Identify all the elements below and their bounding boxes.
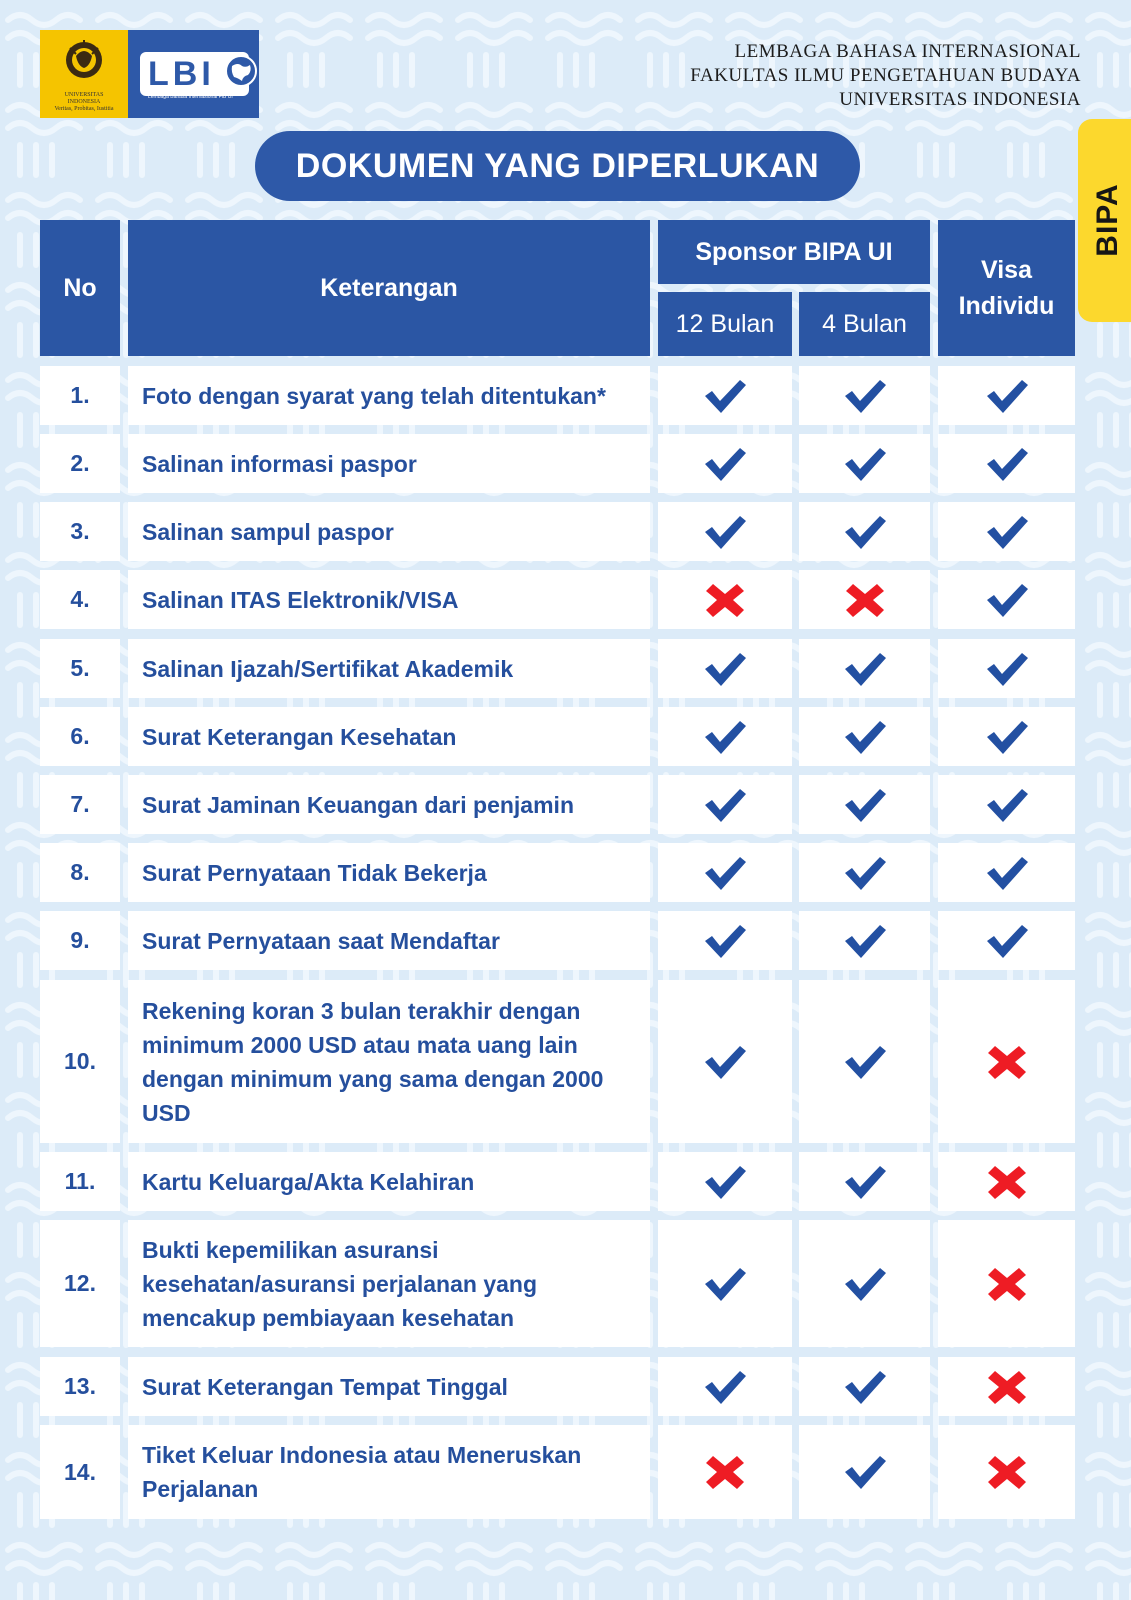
lbi-wordmark: LBI — [140, 52, 249, 96]
row-visa-individu-status — [938, 1220, 1075, 1347]
row-description: Salinan ITAS Elektronik/VISA — [128, 570, 650, 629]
cross-icon — [984, 1162, 1030, 1202]
row-12-bulan-status — [658, 843, 792, 902]
header-visa-individu: Visa Individu — [938, 220, 1075, 356]
check-icon — [842, 785, 888, 825]
row-visa-individu-status — [938, 366, 1075, 425]
check-icon — [984, 444, 1030, 484]
row-12-bulan-status — [658, 502, 792, 561]
check-icon — [842, 376, 888, 416]
ui-caption-line2: INDONESIA — [67, 99, 101, 105]
row-4-bulan-status — [799, 1220, 930, 1347]
row-4-bulan-status — [799, 1425, 930, 1519]
row-number: 5. — [40, 639, 120, 698]
check-icon — [984, 376, 1030, 416]
lbi-caption: Lembaga Bahasa Internasional FIB UI — [148, 94, 233, 100]
row-number: 12. — [40, 1220, 120, 1347]
bipa-side-tab — [1078, 119, 1131, 322]
row-4-bulan-status — [799, 1357, 930, 1416]
row-description: Salinan informasi paspor — [128, 434, 650, 493]
check-icon — [702, 1264, 748, 1304]
row-number: 1. — [40, 366, 120, 425]
check-icon — [842, 853, 888, 893]
check-icon — [842, 1264, 888, 1304]
row-number: 4. — [40, 570, 120, 629]
cross-icon — [842, 580, 888, 620]
check-icon — [842, 1162, 888, 1202]
row-4-bulan-status — [799, 639, 930, 698]
institution-header — [690, 40, 1081, 112]
row-12-bulan-status — [658, 366, 792, 425]
row-12-bulan-status — [658, 639, 792, 698]
check-icon — [842, 444, 888, 484]
row-visa-individu-status — [938, 775, 1075, 834]
row-number: 9. — [40, 911, 120, 970]
row-12-bulan-status — [658, 1220, 792, 1347]
check-icon — [842, 1452, 888, 1492]
row-description: Salinan sampul paspor — [128, 502, 650, 561]
cross-icon — [984, 1367, 1030, 1407]
row-12-bulan-status — [658, 434, 792, 493]
row-description: Kartu Keluarga/Akta Kelahiran — [128, 1152, 650, 1211]
header-12-bulan: 12 Bulan — [658, 292, 792, 356]
page-title: DOKUMEN YANG DIPERLUKAN — [255, 131, 860, 201]
row-number: 13. — [40, 1357, 120, 1416]
makara-crest-icon — [40, 30, 128, 90]
row-number: 10. — [40, 980, 120, 1143]
row-4-bulan-status — [799, 434, 930, 493]
row-description: Foto dengan syarat yang telah ditentukan* — [128, 366, 650, 425]
check-icon — [984, 512, 1030, 552]
cross-icon — [984, 1452, 1030, 1492]
header-no: No — [40, 220, 120, 356]
row-description: Rekening koran 3 bulan terakhir dengan minimum 2000 USD atau mata uang lain dengan minimum yang sama dengan 2000 USD — [128, 980, 650, 1143]
check-icon — [842, 512, 888, 552]
ui-caption-line1: UNIVERSITAS — [64, 92, 104, 98]
check-icon — [984, 649, 1030, 689]
row-4-bulan-status — [799, 570, 930, 629]
row-number: 6. — [40, 707, 120, 766]
cross-icon — [984, 1042, 1030, 1082]
check-icon — [702, 1162, 748, 1202]
cross-icon — [702, 580, 748, 620]
check-icon — [702, 512, 748, 552]
check-icon — [702, 717, 748, 757]
row-12-bulan-status — [658, 1425, 792, 1519]
row-12-bulan-status — [658, 1152, 792, 1211]
row-12-bulan-status — [658, 570, 792, 629]
lbi-logo — [128, 30, 259, 118]
header-4-bulan: 4 Bulan — [799, 292, 930, 356]
row-number: 11. — [40, 1152, 120, 1211]
check-icon — [702, 376, 748, 416]
check-icon — [842, 649, 888, 689]
row-description: Bukti kepemilikan asuransi kesehatan/asuransi perjalanan yang mencakup pembiayaan kesehatan — [128, 1220, 650, 1347]
check-icon — [984, 921, 1030, 961]
check-icon — [842, 1042, 888, 1082]
header-keterangan: Keterangan — [128, 220, 650, 356]
row-12-bulan-status — [658, 980, 792, 1143]
row-visa-individu-status — [938, 639, 1075, 698]
row-description: Salinan Ijazah/Sertifikat Akademik — [128, 639, 650, 698]
row-number: 3. — [40, 502, 120, 561]
row-description: Surat Pernyataan saat Mendaftar — [128, 911, 650, 970]
check-icon — [984, 717, 1030, 757]
check-icon — [702, 853, 748, 893]
cross-icon — [702, 1452, 748, 1492]
header-sponsor-bipa-ui: Sponsor BIPA UI — [658, 220, 930, 284]
institution-line-3: UNIVERSITAS INDONESIA — [839, 89, 1081, 110]
row-4-bulan-status — [799, 707, 930, 766]
row-description: Tiket Keluar Indonesia atau Meneruskan Perjalanan — [128, 1425, 650, 1519]
check-icon — [702, 921, 748, 961]
universitas-indonesia-logo — [40, 30, 128, 118]
check-icon — [842, 1367, 888, 1407]
row-12-bulan-status — [658, 1357, 792, 1416]
institution-line-1: LEMBAGA BAHASA INTERNASIONAL — [734, 41, 1081, 62]
check-icon — [702, 785, 748, 825]
check-icon — [702, 1367, 748, 1407]
row-description: Surat Keterangan Kesehatan — [128, 707, 650, 766]
row-visa-individu-status — [938, 1425, 1075, 1519]
ui-caption-line3: Veritas, Probitas, Iustitia — [54, 106, 114, 112]
row-description: Surat Keterangan Tempat Tinggal — [128, 1357, 650, 1416]
row-description: Surat Jaminan Keuangan dari penjamin — [128, 775, 650, 834]
row-4-bulan-status — [799, 980, 930, 1143]
row-4-bulan-status — [799, 911, 930, 970]
row-visa-individu-status — [938, 434, 1075, 493]
check-icon — [702, 444, 748, 484]
row-12-bulan-status — [658, 775, 792, 834]
check-icon — [842, 717, 888, 757]
row-visa-individu-status — [938, 980, 1075, 1143]
row-visa-individu-status — [938, 707, 1075, 766]
row-12-bulan-status — [658, 911, 792, 970]
check-icon — [984, 785, 1030, 825]
check-icon — [842, 921, 888, 961]
bipa-side-tab-label: BIPA — [1091, 183, 1124, 257]
row-number: 2. — [40, 434, 120, 493]
row-visa-individu-status — [938, 502, 1075, 561]
row-visa-individu-status — [938, 911, 1075, 970]
row-4-bulan-status — [799, 1152, 930, 1211]
row-description: Surat Pernyataan Tidak Bekerja — [128, 843, 650, 902]
institution-line-2: FAKULTAS ILMU PENGETAHUAN BUDAYA — [690, 65, 1081, 86]
globe-icon — [224, 54, 258, 88]
row-visa-individu-status — [938, 1357, 1075, 1416]
row-visa-individu-status — [938, 1152, 1075, 1211]
row-number: 8. — [40, 843, 120, 902]
check-icon — [984, 853, 1030, 893]
row-visa-individu-status — [938, 843, 1075, 902]
row-number: 7. — [40, 775, 120, 834]
row-4-bulan-status — [799, 775, 930, 834]
cross-icon — [984, 1264, 1030, 1304]
row-4-bulan-status — [799, 366, 930, 425]
check-icon — [702, 649, 748, 689]
row-4-bulan-status — [799, 502, 930, 561]
row-12-bulan-status — [658, 707, 792, 766]
check-icon — [984, 580, 1030, 620]
row-number: 14. — [40, 1425, 120, 1519]
row-4-bulan-status — [799, 843, 930, 902]
check-icon — [702, 1042, 748, 1082]
row-visa-individu-status — [938, 570, 1075, 629]
